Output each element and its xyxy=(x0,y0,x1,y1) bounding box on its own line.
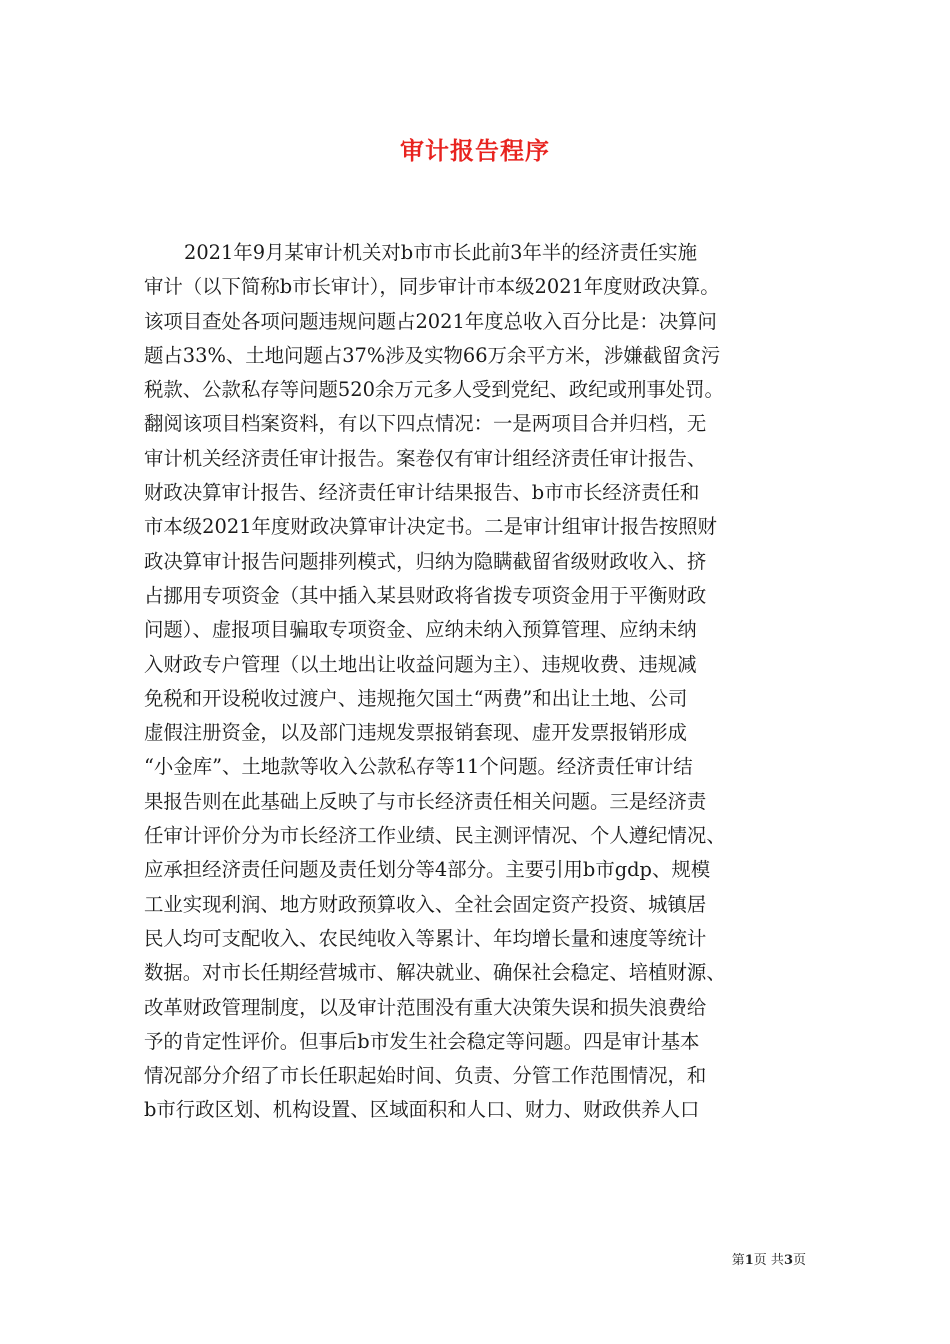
total-page-count: 3 xyxy=(783,1253,793,1268)
body-line: 任审计评价分为市长经济工作业绩、民主测评情况、个人遵纪情况、 xyxy=(144,824,726,848)
body-line: 数据。对市长任期经营城市、解决就业、确保社会稳定、培植财源、 xyxy=(144,961,726,985)
body-line: 工业实现利润、地方财政预算收入、全社会固定资产投资、城镇居 xyxy=(144,892,707,916)
body-line: b市行政区划、机构设置、区域面积和人口、财力、财政供养人口 xyxy=(144,1098,700,1122)
body-line: 2021年9月某审计机关对b市市长此前3年半的经济责任实施 xyxy=(184,241,698,264)
body-line: 虚假注册资金，以及部门违规发票报销套现、虚开发票报销形成 xyxy=(144,721,687,745)
footer-middle: 页 共 xyxy=(753,1253,784,1268)
body-line: 免税和开设税收过渡户、违规拖欠国土“两费”和出让土地、公司 xyxy=(144,686,688,710)
body-line: 该项目查处各项问题违规问题占2021年度总收入百分比是：决算问 xyxy=(144,309,717,333)
document-body xyxy=(144,236,824,1128)
body-line: 占挪用专项资金（其中插入某县财政将省拨专项资金用于平衡财政 xyxy=(144,583,707,607)
body-line: 翻阅该项目档案资料，有以下四点情况：一是两项目合并归档，无 xyxy=(144,412,707,436)
body-line: 改革财政管理制度，以及审计范围没有重大决策失误和损失浪费给 xyxy=(144,995,707,1019)
body-line: 审计（以下简称b市长审计），同步审计市本级2021年度财政决算。 xyxy=(144,275,720,299)
body-line: 财政决算审计报告、经济责任审计结果报告、b市市长经济责任和 xyxy=(144,481,700,505)
footer-prefix: 第 xyxy=(731,1253,745,1268)
body-line: 情况部分介绍了市长任职起始时间、负责、分管工作范围情况，和 xyxy=(144,1064,707,1088)
body-line: 应承担经济责任问题及责任划分等4部分。主要引用b市gdp、规模 xyxy=(144,858,711,882)
body-line: 题占33%、土地问题占37%涉及实物66万余平方米，涉嫌截留贪污 xyxy=(144,343,721,367)
body-line: 予的肯定性评价。但事后b市发生社会稳定等问题。四是审计基本 xyxy=(144,1029,700,1053)
body-line: 问题）、虚报项目骗取专项资金、应纳未纳入预算管理、应纳未纳 xyxy=(144,618,697,642)
document-title: 审计报告程序 xyxy=(400,136,550,165)
body-line: “小金库”、土地款等收入公款私存等11个问题。经济责任审计结 xyxy=(144,755,693,779)
body-line: 市本级2021年度财政决算审计决定书。二是审计组审计报告按照财 xyxy=(144,515,717,539)
page-footer xyxy=(732,1249,806,1268)
body-line: 入财政专户管理（以土地出让收益问题为主）、违规收费、违规减 xyxy=(144,652,697,676)
body-line: 审计机关经济责任审计报告。案卷仅有审计组经济责任审计报告、 xyxy=(144,446,707,470)
current-page-number: 1 xyxy=(744,1253,754,1268)
body-line: 政决算审计报告问题排列模式，归纳为隐瞒截留省级财政收入、挤 xyxy=(144,549,707,573)
body-line: 果报告则在此基础上反映了与市长经济责任相关问题。三是经济责 xyxy=(144,789,707,813)
body-line: 税款、公款私存等问题520余万元多人受到党纪、政纪或刑事处罚。 xyxy=(144,378,724,402)
body-line: 民人均可支配收入、农民纯收入等累计、年均增长量和速度等统计 xyxy=(144,926,707,950)
footer-suffix: 页 xyxy=(792,1253,806,1268)
